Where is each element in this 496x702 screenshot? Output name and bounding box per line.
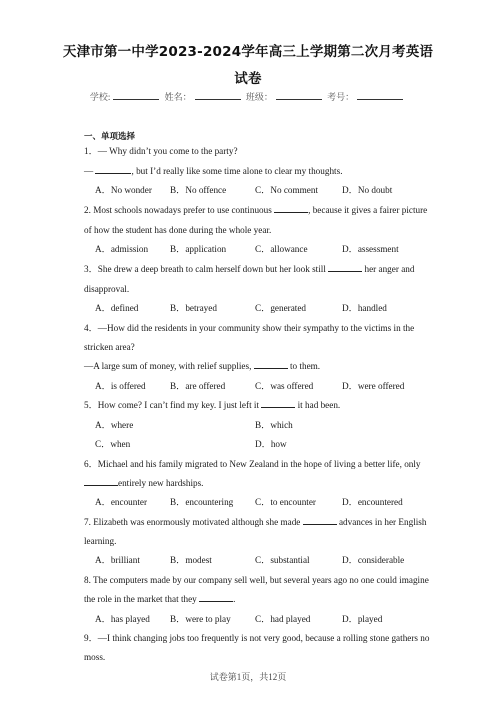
q7-stem-line-1 [84, 516, 426, 528]
school-label: 学校: [89, 92, 111, 102]
q5-stem-head: 5．How come? I can’t find my key. I just left it [84, 400, 260, 410]
q1-dash: — [84, 166, 94, 176]
q6-option-d[interactable]: D．encountered [342, 497, 403, 507]
q3-stem-line-2: disapproval. [84, 284, 130, 294]
q6-option-c[interactable]: C．to encounter [255, 497, 316, 507]
q3-option-b[interactable]: B．betrayed [170, 303, 217, 313]
q3-option-d[interactable]: D．handled [342, 303, 387, 313]
q5-option-b[interactable]: B．which [255, 420, 293, 430]
q2-option-c[interactable]: C．allowance [255, 244, 308, 254]
q4-answer-blank [254, 360, 288, 369]
q1-stem-line-2 [84, 165, 343, 177]
q6-option-a[interactable]: A．encounter [95, 497, 148, 507]
q4-option-d[interactable]: D．were offered [342, 381, 405, 391]
q7-stem-head: 7. Elizabeth was enormously motivated although she made [84, 517, 301, 527]
q6-stem-line-1: 6．Michael and his family migrated to New Zealand in the hope of living a better life, only [84, 459, 421, 469]
q2-stem-line-1 [84, 204, 427, 216]
class-blank[interactable] [276, 91, 322, 100]
q3-stem-line-1 [84, 263, 414, 275]
q7-option-b[interactable]: B．modest [170, 555, 212, 565]
page-footer: 试卷第1页，共12页 [209, 672, 287, 682]
q4-stem-line-1: 4．—How did the residents in your community show their sympathy to the victims in the [84, 323, 415, 333]
q9-stem-line-1: 9．—I think changing jobs too frequently is not very good, because a rolling stone gathers no [84, 633, 430, 643]
q2-option-b[interactable]: B．application [170, 244, 227, 254]
q8-stem-line-1: 8. The computers made by our company sell well, but several years ago no one could imagine [84, 575, 429, 585]
q6-stem-line-2 [84, 477, 203, 489]
q3-answer-blank [328, 263, 362, 272]
q2-option-d[interactable]: D．assessment [342, 244, 399, 254]
q7-option-d[interactable]: D．considerable [342, 555, 405, 565]
q6-option-b[interactable]: B．encountering [170, 497, 234, 507]
q8-stem-tail: . [233, 594, 236, 604]
q8-option-b[interactable]: B．were to play [170, 614, 231, 624]
q7-option-a[interactable]: A．brilliant [95, 555, 140, 565]
q3-option-c[interactable]: C．generated [255, 303, 307, 313]
name-label: 姓名： [164, 92, 192, 102]
q5-option-d[interactable]: D．how [255, 439, 287, 449]
q1-option-a[interactable]: A．No wonder [95, 185, 152, 195]
q5-answer-blank [261, 399, 295, 408]
q8-option-c[interactable]: C．had played [255, 614, 311, 624]
q2-answer-blank [274, 204, 308, 213]
exam-title-line-2: 试卷 [234, 71, 262, 87]
q4-option-c[interactable]: C．was offered [255, 381, 314, 391]
q4-stem-line-2: stricken area? [84, 342, 135, 352]
name-blank[interactable] [195, 91, 241, 100]
q5-stem-line-1 [84, 399, 340, 411]
q4-stem-head: —A large sum of money, with relief supplies, [84, 361, 252, 371]
student-info-row [0, 90, 496, 103]
q1-stem-line-1: 1．— Why didn’t you come to the party? [84, 146, 238, 156]
class-label: 班级： [245, 92, 273, 102]
q1-stem-tail: , but I’d really like some time alone to clear my thoughts. [131, 166, 343, 176]
q7-stem-tail: advances in her English [338, 517, 427, 527]
exam-number-label: 考号： [327, 92, 355, 102]
q3-option-a[interactable]: A．defined [95, 303, 139, 313]
q5-stem-tail: it had been. [297, 400, 341, 410]
q7-option-c[interactable]: C．substantial [255, 555, 310, 565]
q6-stem-tail: entirely new hardships. [118, 478, 204, 488]
q8-option-d[interactable]: D．played [342, 614, 383, 624]
exam-number-blank[interactable] [357, 91, 403, 100]
q7-stem-line-2: learning. [84, 536, 117, 546]
q4-stem-line-3 [84, 360, 320, 372]
q4-option-a[interactable]: A．is offered [95, 381, 146, 391]
q2-option-a[interactable]: A．admission [95, 244, 149, 254]
q2-stem-head: 2. Most schools nowadays prefer to use continuous [84, 205, 272, 215]
q6-answer-blank [84, 477, 118, 486]
q1-option-b[interactable]: B．No offence [170, 185, 227, 195]
q8-stem-head: the role in the market that they [84, 594, 197, 604]
q5-option-c[interactable]: C．when [95, 439, 131, 449]
q4-stem-tail: to them. [289, 361, 321, 371]
q1-option-d[interactable]: D．No doubt [342, 185, 393, 195]
exam-title-line-1: 天津市第一中学2023-2024学年高三上学期第二次月考英语 [62, 44, 434, 60]
school-blank[interactable] [113, 91, 159, 100]
q1-option-c[interactable]: C．No comment [255, 185, 319, 195]
q4-option-b[interactable]: B．are offered [170, 381, 226, 391]
q8-answer-blank [199, 593, 236, 604]
q3-stem-head: 3．She drew a deep breath to calm herself down but her look still [84, 264, 326, 274]
q1-answer-blank [95, 165, 131, 174]
section-title: 一、单项选择 [84, 132, 136, 142]
q7-answer-blank [303, 516, 337, 525]
q2-stem-tail: , because it gives a fairer picture [308, 205, 428, 215]
q8-stem-line-2 [84, 593, 235, 605]
q3-stem-tail: her anger and [364, 264, 415, 274]
q2-stem-line-2: of how the student has done during the whole year. [84, 225, 272, 235]
q5-option-a[interactable]: A．where [95, 420, 134, 430]
q9-stem-line-2: moss. [84, 652, 106, 662]
q8-option-a[interactable]: A．has played [95, 614, 150, 624]
